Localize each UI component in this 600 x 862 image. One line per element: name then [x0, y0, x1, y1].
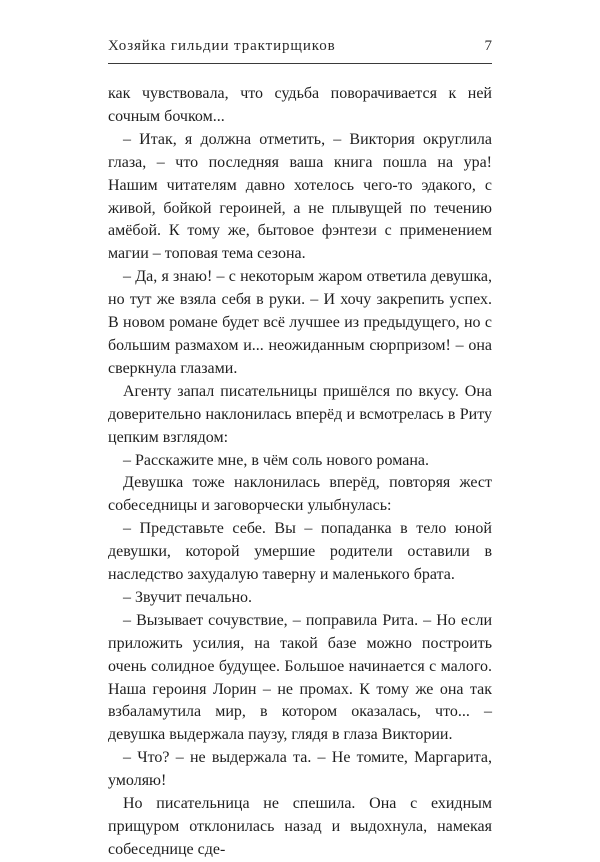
body-text [108, 83, 492, 862]
paragraph-dialogue: – Расскажите мне, в чём соль нового романа. [123, 451, 429, 469]
running-header [108, 38, 492, 60]
paragraph-narration: Но писательница не спешила. Она с ехидным прищуром отклонилась назад и выдохнула, намекая собеседнице сде- [108, 795, 492, 858]
paragraph-narration: Девушка тоже наклонилась вперёд, повторяя жест собеседницы и заговорчески улыбнулась: [108, 474, 492, 515]
paragraph-dialogue: – Да, я знаю! – с некоторым жаром ответила девушка, но тут же взяла себя в руки. – И хочу закрепить успех. В новом романе будет всё лучшее из предыдущего, но с большим размахом и... неожиданным сюрпризом! – она сверкнула глазами. [108, 268, 492, 377]
paragraph-narration: Агенту запал писательницы пришёлся по вкусу. Она доверительно наклонилась вперёд и всмотрелась в Риту цепким взглядом: [108, 382, 492, 446]
paragraph-dialogue: – Звучит печально. [123, 588, 253, 606]
paragraph-dialogue: – Что? – не выдержала та. – Не томите, Маргарита, умоляю! [108, 749, 492, 790]
header-divider [108, 63, 492, 64]
paragraph-dialogue: – Итак, я должна отметить, – Виктория округлила глаза, – что последняя ваша книга пошла на ура! Нашим читателям давно хотелось чего-то эдакого, с живой, бойкой героиней, а не плывущей по течению амёбой. К тому же, бытовое фэнтези с применением магии – топовая тема сезона. [108, 130, 492, 263]
paragraph-continuation: как чувствовала, что судьба поворачивается к ней сочным бочком... [108, 85, 492, 125]
running-header-title: Хозяйка гильдии трактирщиков [108, 38, 336, 54]
page-number: 7 [484, 38, 492, 54]
paragraph-dialogue: – Представьте себе. Вы – попаданка в тело юной девушки, которой умершие родители оставили в наследство захудалую таверну и маленького брата. [108, 520, 492, 584]
paragraph-dialogue: – Вызывает сочувствие, – поправила Рита. – Но если приложить усилия, на такой базе можно построить очень солидное будущее. Большое начинается с малого. Наша героиня Лорин – не промах. К тому же она так взбаламутила мир, в котором оказалась, что... – девушка выдержала паузу, глядя в глаза Виктории. [108, 611, 492, 744]
